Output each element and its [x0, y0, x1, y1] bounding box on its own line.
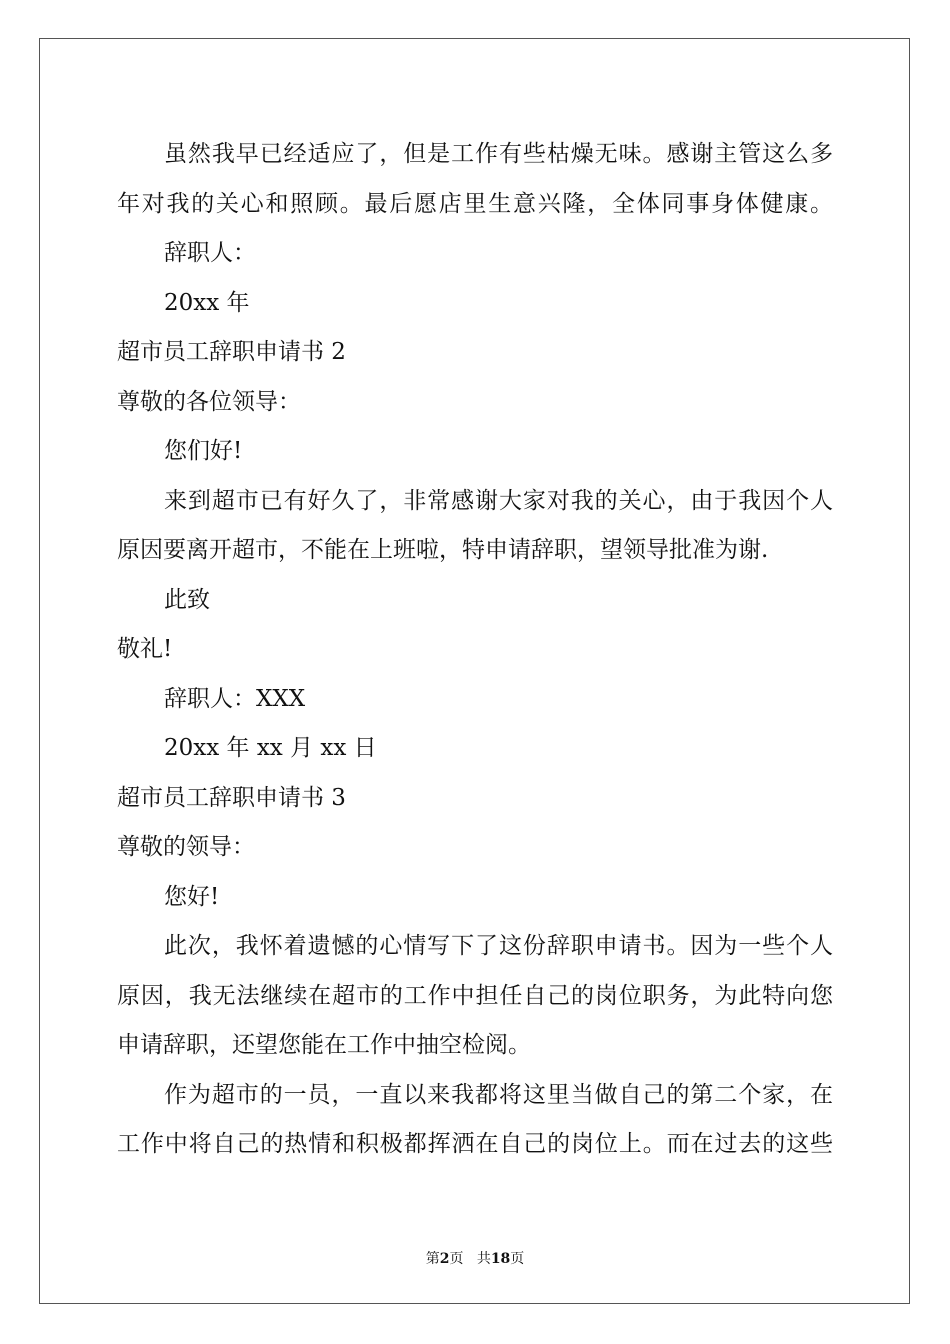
text-line: 此致 [164, 586, 210, 613]
text-line: 20xx 年 xx 月 xx 日 [164, 735, 377, 761]
text-line: 辞职人： [164, 240, 256, 266]
text-line: 虽然我早已经适应了，但是工作有些枯燥无味。感谢主管这么多 [164, 141, 833, 167]
footer-gap [463, 1251, 476, 1267]
footer-total-pages: 18 [490, 1251, 511, 1267]
text-line: 来到超市已有好久了，非常感谢大家对我的关心，由于我因个人 [164, 487, 833, 514]
text-line: 年对我的关心和照顾。最后愿店里生意兴隆，全体同事身体健康。 [117, 190, 833, 217]
footer-total-prefix: 共 [476, 1251, 491, 1267]
text-line: 尊敬的各位领导： [117, 388, 301, 415]
text-line: 作为超市的一员，一直以来我都将这里当做自己的第二个家，在 [164, 1081, 833, 1108]
footer-page-suffix: 页 [449, 1251, 464, 1267]
document-body [117, 130, 833, 1170]
text-line: 申请辞职，还望您能在工作中抽空检阅。 [117, 1032, 531, 1058]
text-line: 原因，我无法继续在超市的工作中担任自己的岗位职务，为此特向您 [117, 982, 833, 1009]
text-line: 敬礼! [117, 636, 173, 662]
text-line: 您们好! [164, 438, 243, 464]
text-line: 原因要离开超市，不能在上班啦，特申请辞职，望领导批准为谢. [117, 537, 769, 563]
text-line: 您好! [164, 883, 220, 910]
footer-prefix: 第 [425, 1251, 440, 1267]
text-line: 超市员工辞职申请书 2 [117, 339, 346, 365]
text-line: 工作中将自己的热情和积极都挥洒在自己的岗位上。而在过去的这些 [117, 1131, 833, 1157]
text-line: 20xx 年 [164, 289, 250, 316]
footer-page-number: 2 [439, 1251, 450, 1267]
text-line: 辞职人：XXX [164, 685, 306, 712]
text-line: 此次，我怀着遗憾的心情写下了这份辞职申请书。因为一些个人 [164, 933, 833, 959]
page-footer [0, 1248, 950, 1268]
footer-total-suffix: 页 [510, 1251, 525, 1267]
text-line: 尊敬的领导： [117, 834, 255, 860]
text-line: 超市员工辞职申请书 3 [117, 784, 346, 811]
